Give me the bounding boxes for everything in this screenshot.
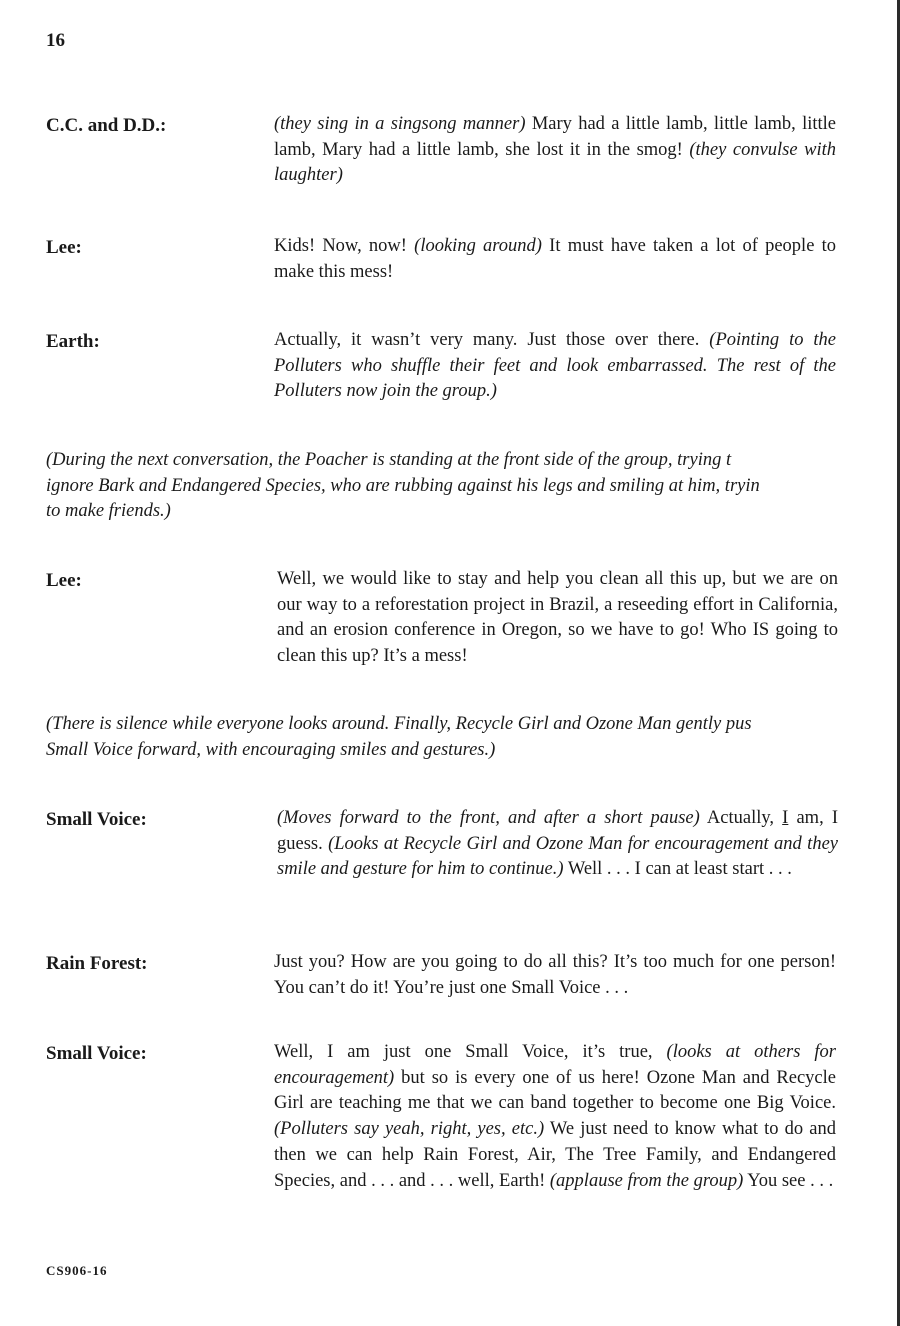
dialogue-text: Well, we would like to stay and help you clean all this up, but we are on our way to a reforestation project in Brazil, a reseeding effort in California, and an erosion conference in Oregon, so we have to go! Who IS going to clean this up? It’s a mess! [277, 569, 838, 667]
dialogue-text: Just you? How are you going to do all this? It’s too much for one person! You can’t do it! You’re just one Small Voice . . . [274, 952, 836, 998]
stage-direction-line: (During the next conversation, the Poacher is standing at the front side of the group, trying t [46, 450, 732, 470]
stage-direction-line: ignore Bark and Endangered Species, who are rubbing against his legs and smiling at him, tryin [46, 475, 760, 496]
dialogue-text: Kids! Now, now! [274, 236, 415, 256]
dialogue-text: We just need to know what to do and then we can help Rain Forest, Air, The Tree Family, and Endangered Species, and . . . and . . . well, Earth! [274, 1119, 836, 1191]
stage-note: (Moves forward to the front, and after a short pause) [277, 808, 700, 828]
stage-note: (applause from the group) [549, 1170, 744, 1191]
stage-note: (they convulse with laughter) [274, 139, 836, 186]
speaker-name: Small Voice: [46, 809, 147, 830]
dialogue-text: am, I guess. [277, 808, 838, 854]
dialogue-line [274, 950, 836, 1001]
speaker-name: Lee: [46, 237, 82, 258]
dialogue-text: Actually, [699, 808, 783, 828]
page-number: 16 [46, 30, 65, 51]
dialogue-line [274, 234, 836, 285]
dialogue-line [274, 112, 836, 189]
dialogue-line [274, 1040, 836, 1194]
dialogue-text: Well, I am just one Small Voice, it’s true, [274, 1042, 667, 1062]
speaker-name: Earth: [46, 331, 100, 352]
speaker-name: Rain Forest: [46, 953, 148, 974]
dialogue-line [277, 806, 838, 883]
footer-code: CS906-16 [46, 1263, 108, 1278]
dialogue-text: You see . . . [743, 1170, 834, 1191]
dialogue-line [277, 567, 838, 670]
stage-direction-line: Small Voice forward, with encouraging smiles and gestures.) [46, 739, 496, 760]
dialogue-line [274, 328, 836, 405]
stage-note: (looks at others for encouragement) [274, 1042, 836, 1088]
dialogue-text: but so is every one of us here! Ozone Man and Recycle Girl are teaching me that we can band together to become one Big Voice. [274, 1067, 836, 1114]
stage-direction [46, 448, 862, 525]
dialogue-text: Well . . . I can at least start . . . [563, 859, 792, 880]
stage-direction-line: to make friends.) [46, 501, 171, 522]
speaker-name: Lee: [46, 570, 82, 591]
stage-note: (they sing in a singsong manner) [274, 114, 526, 134]
dialogue-text: Mary had a little lamb, little lamb, little lamb, Mary had a little lamb, she lost it in the smog! [274, 114, 836, 160]
stage-note: (Looks at Recycle Girl and Ozone Man for encouragement and they smile and gesture for him to continue.) [277, 833, 838, 880]
stage-note: (looking around) [414, 236, 542, 256]
dialogue-text: It must have taken a lot of people to make this mess! [274, 236, 837, 282]
dialogue-text: Actually, it wasn’t very many. Just those over there. [274, 330, 710, 350]
dialogue-text: I [782, 808, 789, 828]
speaker-name: C.C. and D.D.: [46, 115, 167, 136]
speaker-name: Small Voice: [46, 1043, 147, 1064]
stage-direction-line: (There is silence while everyone looks around. Finally, Recycle Girl and Ozone Man gently pus [46, 714, 752, 734]
stage-note: (Pointing to the Polluters who shuffle their feet and look embarrassed. The rest of the Polluters now join the group.) [274, 330, 836, 402]
stage-note: (Polluters say yeah, right, yes, etc.) [274, 1119, 545, 1140]
stage-direction [46, 712, 862, 763]
